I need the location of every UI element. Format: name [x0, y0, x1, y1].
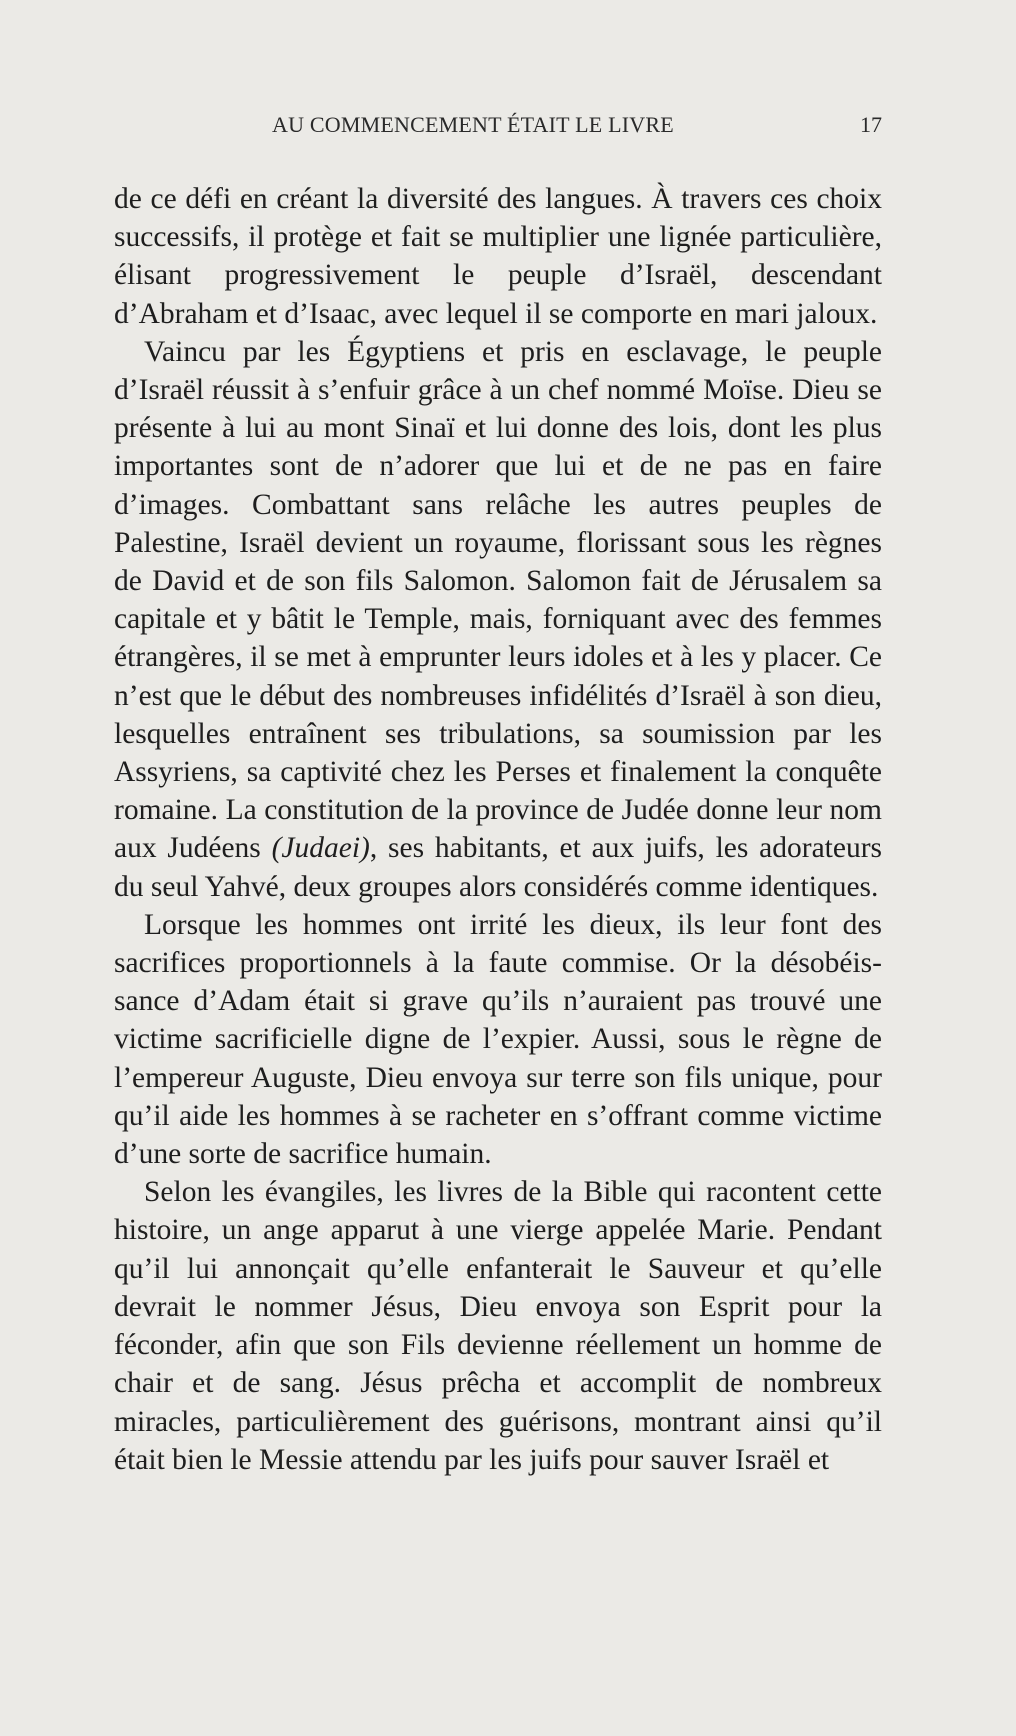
paragraph-3-text: Lorsque les hommes ont irrité les dieux, ils leur font des sacrifices proportionnels à la faute commise. Or la désobéissance d’Adam était si grave qu’ils n’auraient pas trouvé une victime sacrificielle digne de l’expier. Aussi, sous le règne de l’empereur Auguste, Dieu envoya sur terre son fils unique, pour qu’il aide les hommes à se racheter en s’offrant comme victime d’une sorte de sacrifice humain.: [114, 908, 882, 1171]
paragraph-2-text-after: , ses habitants, et aux juifs, les adorateurs du seul Yahvé, deux groupes alors considérés comme identiques.: [114, 832, 883, 903]
paragraph-1: [114, 180, 882, 333]
running-title: AU COMMENCEMENT ÉTAIT LE LIVRE: [272, 112, 674, 137]
running-head: [114, 112, 882, 142]
paragraph-2-italic: (Judaei): [271, 832, 370, 865]
paragraph-4: [114, 1173, 882, 1479]
paragraph-4-text: Selon les évangiles, les livres de la Bible qui racontent cette histoire, un ange apparut à une vierge appelée Marie. Pendant qu’il lui annonçait qu’elle enfanterait le Sauveur et qu’elle devrait le nommer Jésus, Dieu envoya son Esprit pour la féconder, afin que son Fils devienne réellement un homme de chair et de sang. Jésus prêcha et accomplit de nombreux miracles, particulièrement des guérisons, montrant ainsi qu’il était bien le Messie attendu par les juifs pour sauver Israël et: [114, 1176, 882, 1476]
body-text: [114, 180, 882, 1479]
paragraph-2: [114, 333, 882, 906]
paragraph-3: [114, 906, 882, 1173]
paragraph-2-text: Vaincu par les Égyptiens et pris en esclavage, le peuple d’Israël réussit à s’enfuir grâce à un chef nommé Moïse. Dieu se présente à lui au mont Sinaï et lui donne des lois, dont les plus importantes sont de n’adorer que lui et de ne pas en faire d’images. Combattant sans relâche les autres peuples de Palestine, Israël devient un royaume, florissant sous les règnes de David et de son fils Salomon. Salomon fait de Jérusalem sa capitale et y bâtit le Temple, mais, forniquant avec des femmes étrangères, il se met à emprunter leurs idoles et à les y placer. Ce n’est que le début des nombreuses infidélités d’Israël à son dieu, lesquelles entraînent ses tribulations, sa soumission par les Assyriens, sa captivité chez les Perses et finalement la conquête romaine. La constitution de la province de Judée donne leur nom aux Judéens: [114, 335, 882, 865]
paragraph-1-text: de ce défi en créant la diversité des langues. À travers ces choix successifs, il protège et fait se multiplier une lignée particulière, élisant progressivement le peuple d’Israël, descendant d’Abraham et d’Isaac, avec lequel il se comporte en mari jaloux.: [114, 183, 882, 330]
page-number: 17: [860, 112, 882, 137]
